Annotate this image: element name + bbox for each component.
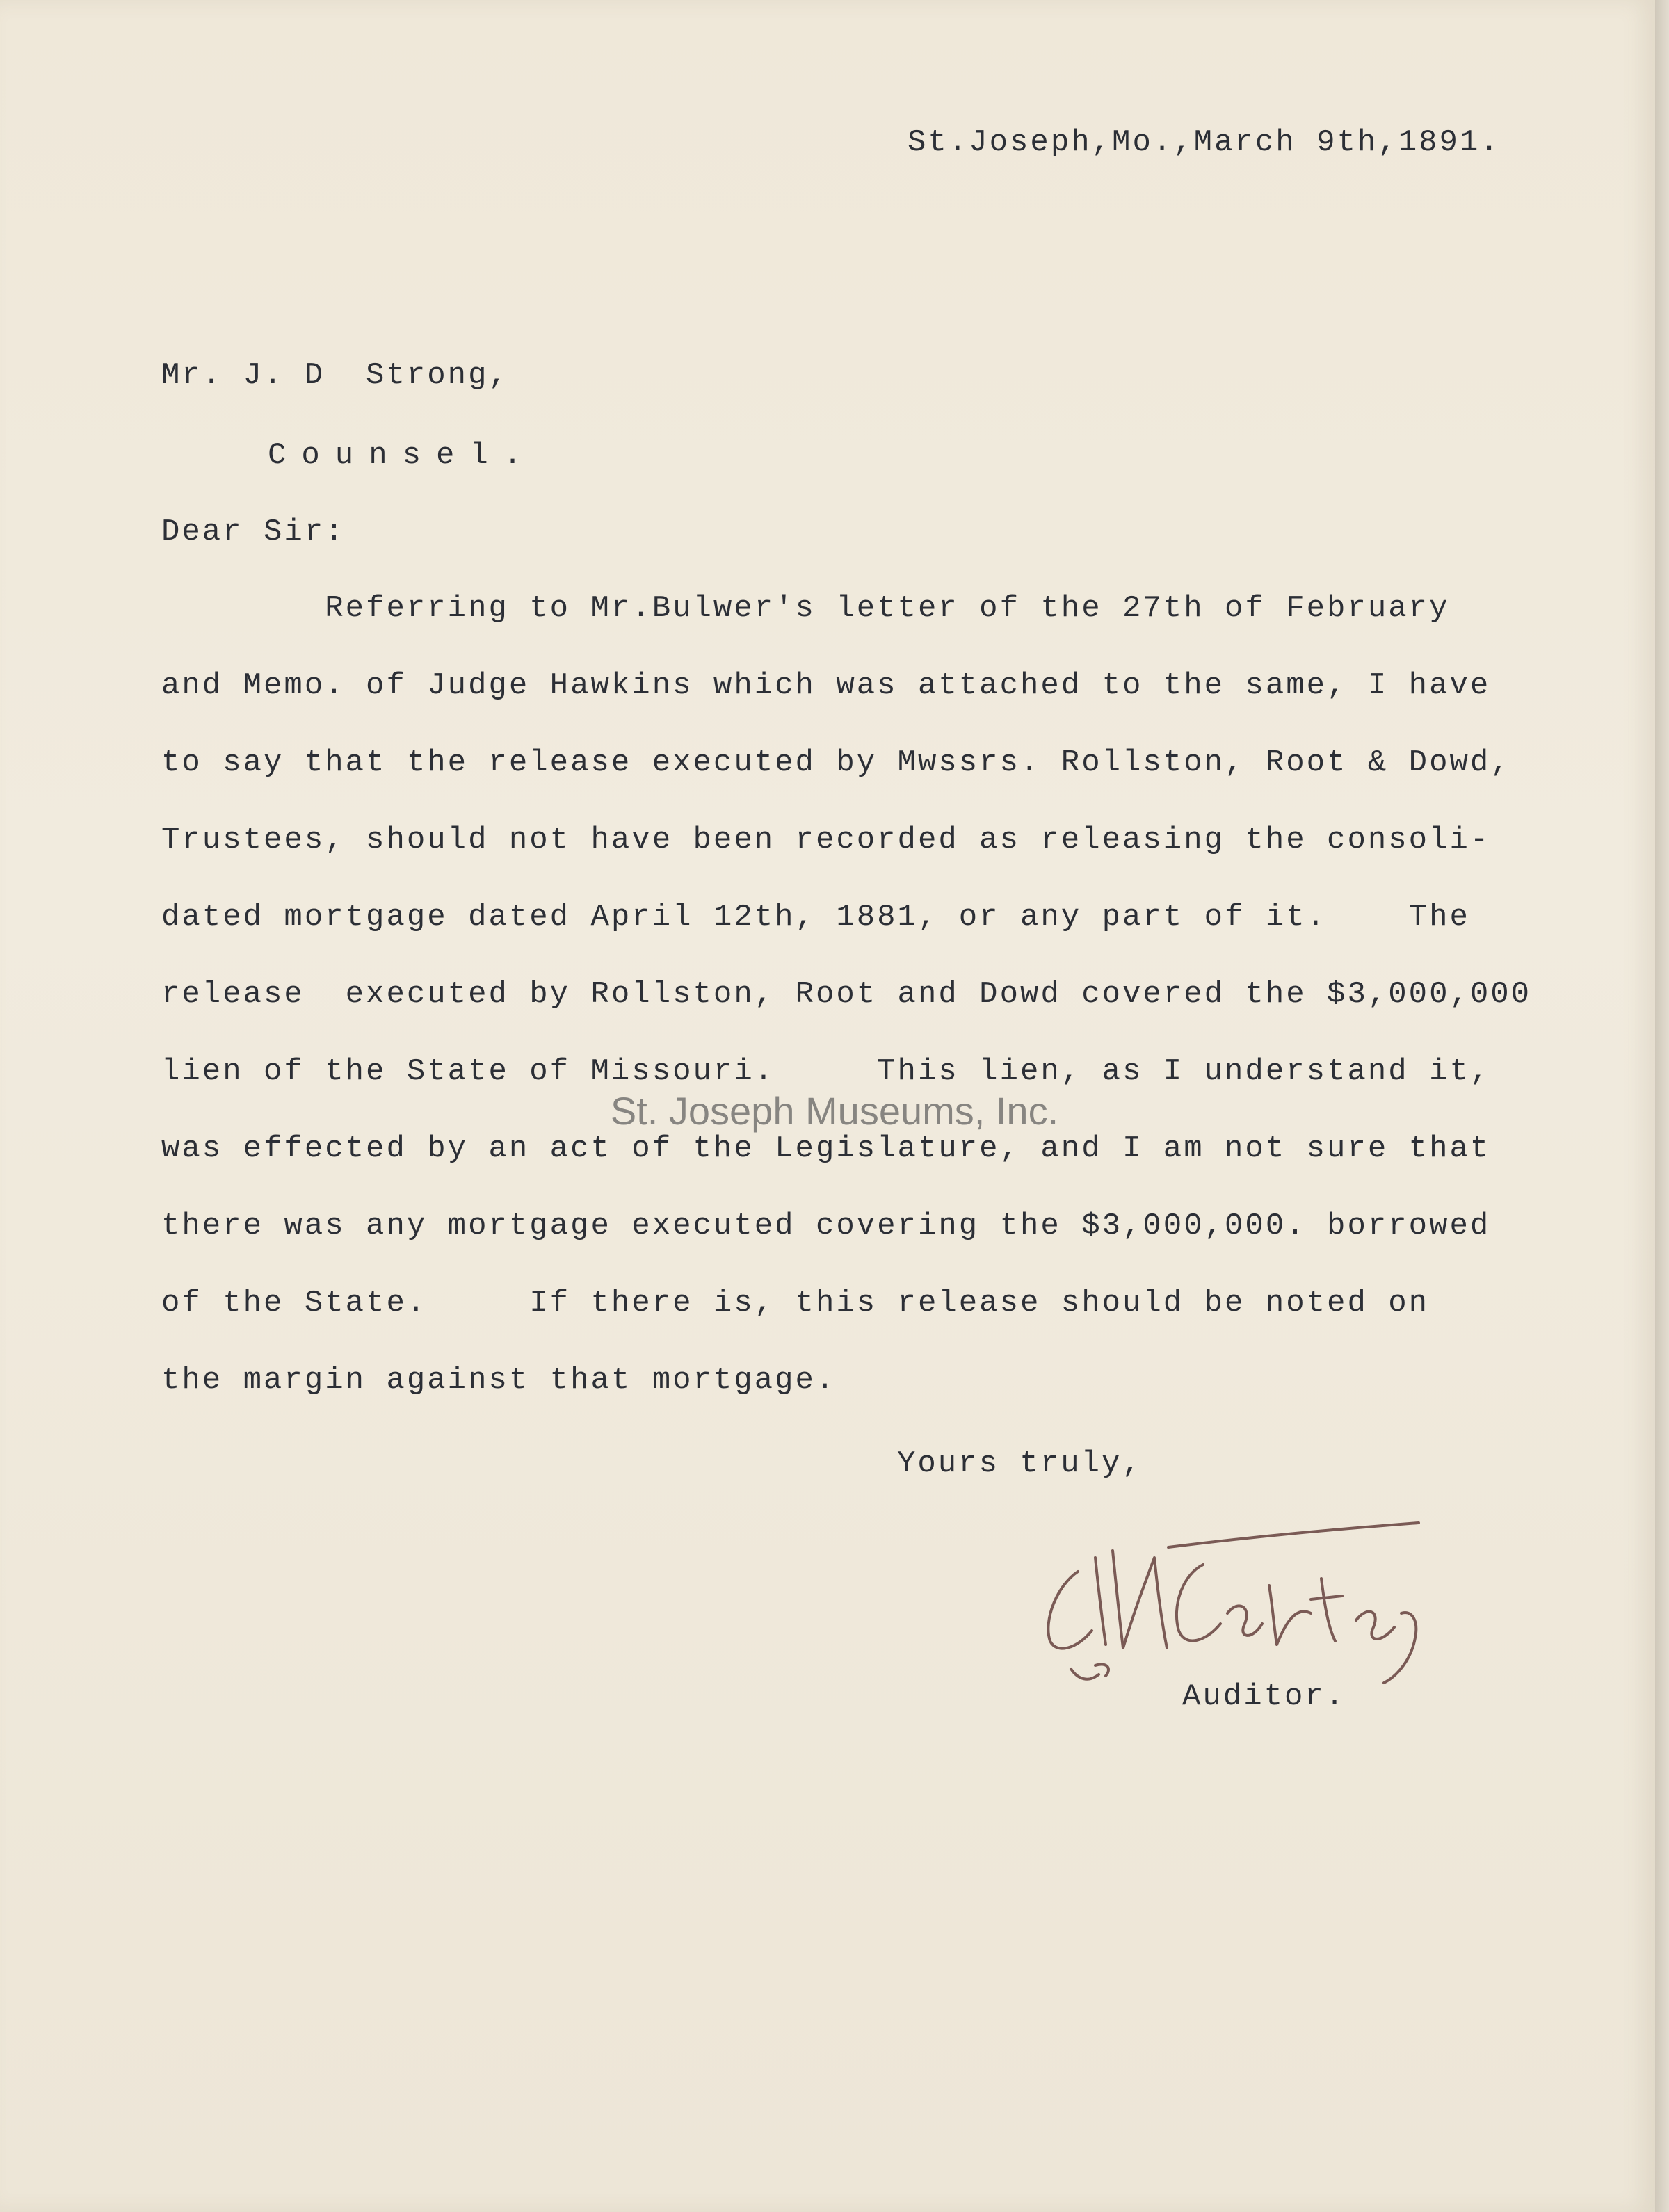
body-line: Referring to Mr.Bulwer's letter of the 27th of February (161, 591, 1450, 626)
body-line: was effected by an act of the Legislature, and I am not sure that (161, 1131, 1491, 1166)
signer-role: Auditor. (1182, 1679, 1346, 1714)
addressee: Mr. J. D Strong, (161, 358, 509, 393)
body-line: dated mortgage dated April 12th, 1881, or any part of it. The (161, 900, 1470, 935)
body-line: and Memo. of Judge Hawkins which was attached to the same, I have (161, 668, 1491, 703)
handwritten-signature (1029, 1509, 1460, 1690)
body-line: lien of the State of Missouri. This lien, as I understand it, (161, 1054, 1491, 1089)
dateline: St.Joseph,Mo.,March 9th,1891. (908, 125, 1501, 160)
closing: Yours truly, (897, 1446, 1143, 1481)
body-line: there was any mortgage executed covering the $3,000,000. borrowed (161, 1209, 1491, 1243)
body-line: of the State. If there is, this release should be noted on (161, 1286, 1430, 1321)
body-line: to say that the release executed by Mwssrs. Rollston, Root & Dowd, (161, 745, 1511, 780)
salutation: Dear Sir: (161, 515, 346, 549)
museum-watermark: St. Joseph Museums, Inc. (610, 1089, 1059, 1133)
addressee-title: Counsel. (268, 438, 538, 473)
body-line: Trustees, should not have been recorded as releasing the consoli- (161, 823, 1491, 857)
body-line: release executed by Rollston, Root and Dowd covered the $3,000,000 (161, 977, 1532, 1012)
body-line: the margin against that mortgage. (161, 1363, 837, 1398)
